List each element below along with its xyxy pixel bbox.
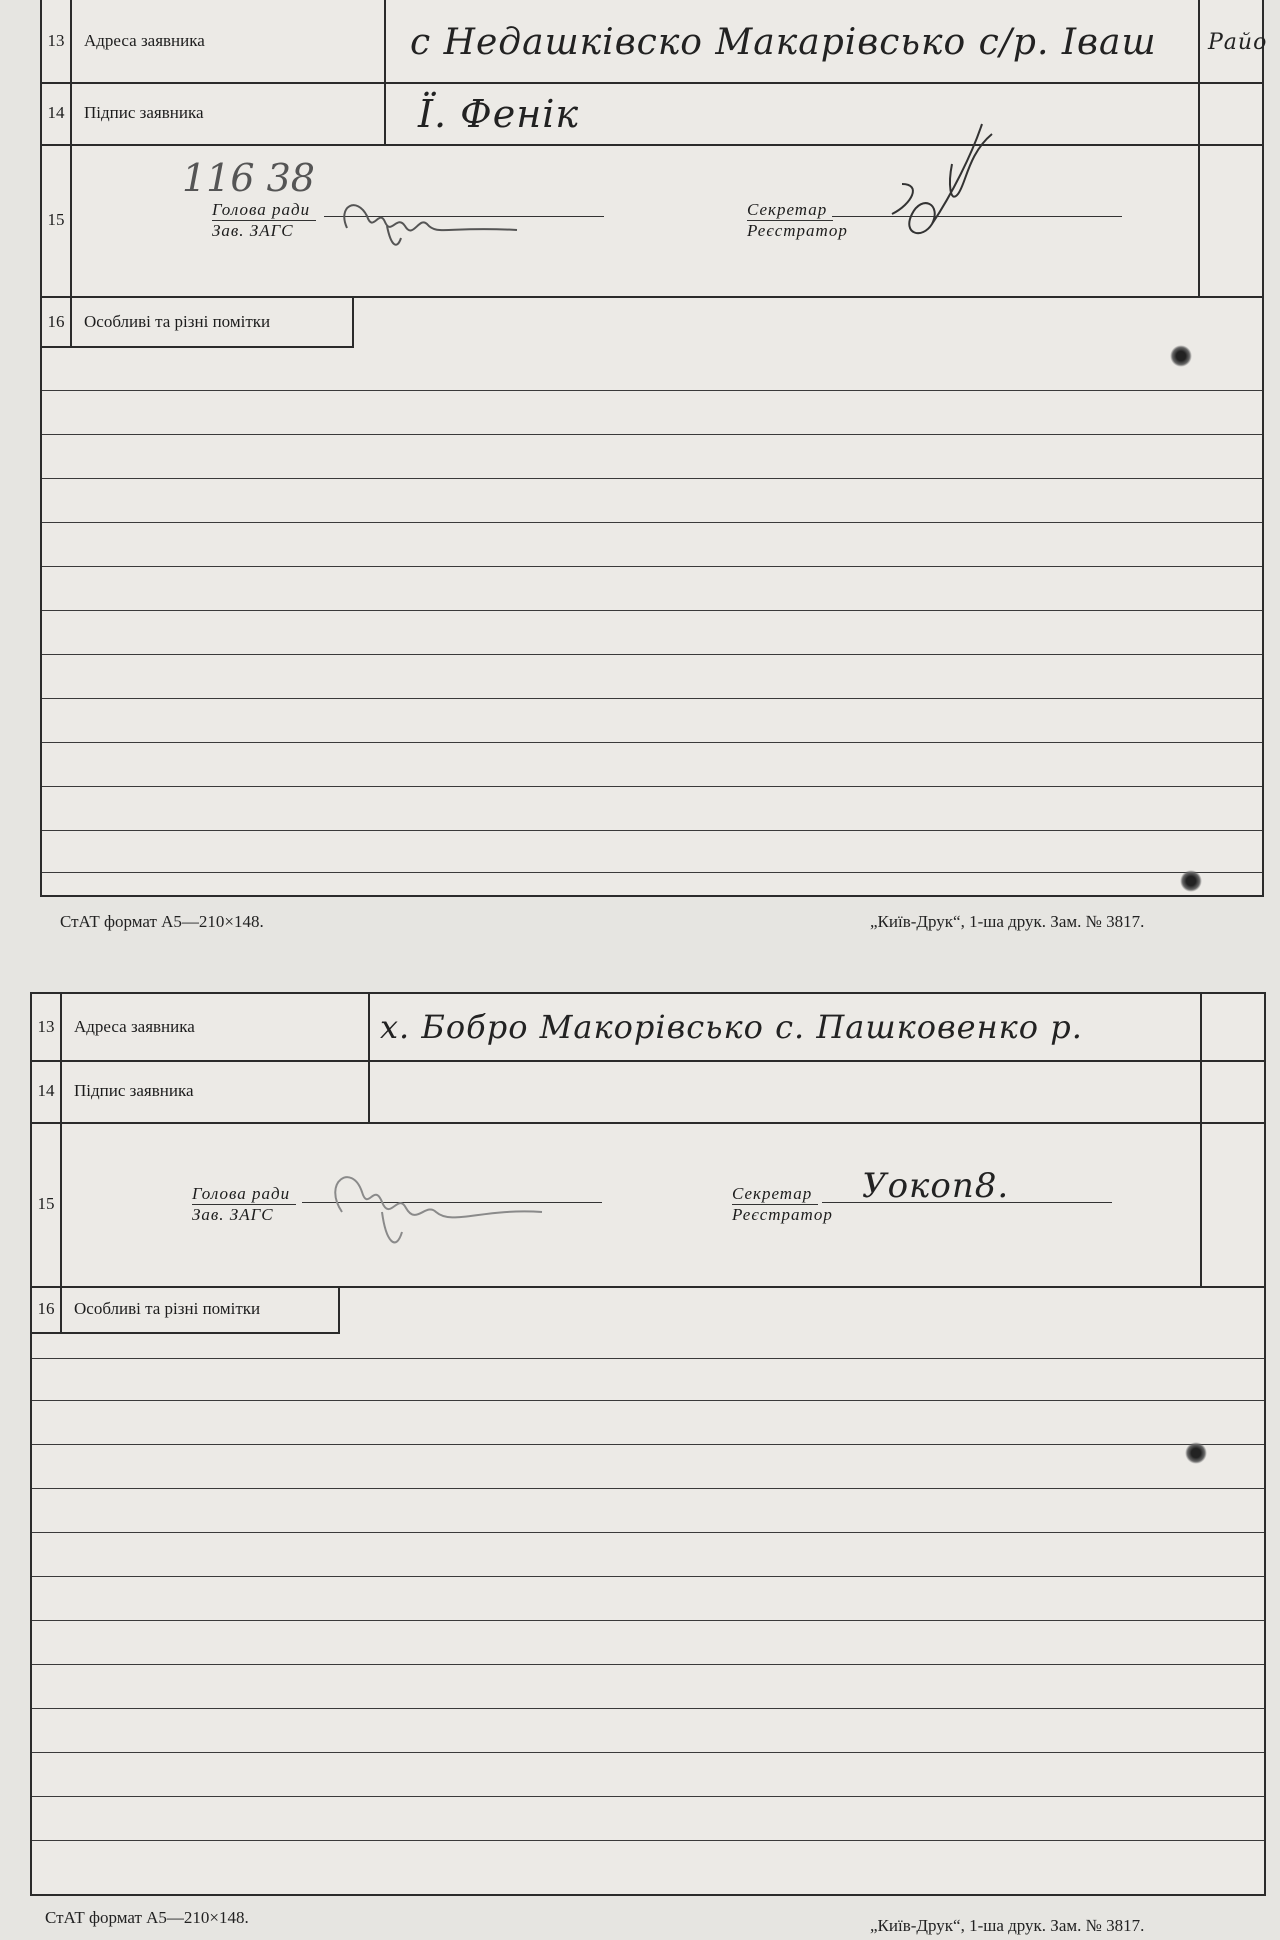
- margin-column: [1198, 82, 1262, 144]
- ruled-line: [32, 1796, 1264, 1797]
- registrar-label: Реєстратор: [732, 1205, 833, 1224]
- notes-header: [32, 1286, 340, 1334]
- margin-column: [1200, 1060, 1264, 1122]
- notes-header: [42, 298, 354, 348]
- address-label: Адреса заявника: [60, 994, 370, 1060]
- ruled-line: [32, 1532, 1264, 1533]
- ruled-line: [42, 786, 1262, 787]
- ruled-line: [42, 654, 1262, 655]
- notes-label: Особливі та різні помітки: [84, 312, 271, 331]
- ruled-line: [32, 1400, 1264, 1401]
- secretary-label: Секретар: [732, 1184, 818, 1205]
- row-number: 15: [42, 144, 72, 296]
- registry-note: 116 38: [182, 156, 315, 200]
- applicant-signature-row: [42, 82, 1262, 146]
- zags-head-label: Зав. ЗАГС: [212, 221, 294, 240]
- address-row: [32, 994, 1264, 1062]
- signature-label: Підпис заявника: [60, 1060, 370, 1122]
- ruled-line: [32, 1840, 1264, 1841]
- registrar-label: Реєстратор: [747, 221, 848, 240]
- secretary-label: Секретар: [747, 200, 833, 221]
- chair-head-labels: [212, 200, 316, 241]
- ruled-line: [42, 830, 1262, 831]
- ruled-line: [42, 742, 1262, 743]
- applicant-signature-handwritten: Ї. Фенік: [418, 92, 580, 136]
- margin-column: [1198, 144, 1262, 296]
- notes-label: Особливі та різні помітки: [74, 1299, 261, 1318]
- form-sheet-1: [0, 0, 1280, 960]
- ruled-line: [32, 1488, 1264, 1489]
- chair-label: Голова ради: [212, 200, 316, 221]
- ruled-line: [42, 390, 1262, 391]
- secretary-registrar-labels: [747, 200, 848, 241]
- ruled-line: [42, 610, 1262, 611]
- margin-column: [1200, 1122, 1264, 1286]
- address-value-cell: [370, 994, 1200, 1060]
- chair-head-labels: [192, 1184, 296, 1225]
- ruled-line: [32, 1752, 1264, 1753]
- secretary-signature-handwritten: Уокоп8.: [862, 1166, 1010, 1206]
- ruled-line: [42, 478, 1262, 479]
- officials-row: [32, 1122, 1264, 1288]
- ruled-line: [32, 1576, 1264, 1577]
- punch-hole: [1170, 345, 1192, 367]
- ruled-line: [42, 698, 1262, 699]
- margin-column: [1198, 0, 1268, 82]
- punch-hole: [1180, 870, 1202, 892]
- ruled-line: [42, 566, 1262, 567]
- printer-footer: „Київ-Друк“, 1-ша друк. Зам. № 3817.: [870, 912, 1145, 931]
- secretary-registrar-labels: [732, 1184, 833, 1225]
- form-frame: [40, 0, 1268, 897]
- ruled-line: [42, 434, 1262, 435]
- chair-signature: [327, 186, 527, 256]
- address-value-cell: [386, 0, 1198, 82]
- address-label: Адреса заявника: [70, 0, 386, 82]
- ruled-line: [32, 1664, 1264, 1665]
- applicant-signature-row: [32, 1060, 1264, 1124]
- row-number: 14: [42, 82, 72, 144]
- signature-label: Підпис заявника: [70, 82, 386, 144]
- form-frame: [30, 992, 1266, 1896]
- secretary-signature: [872, 114, 1022, 254]
- chair-signature: [312, 1152, 552, 1262]
- punch-hole: [1185, 1442, 1207, 1464]
- form-code-footer: СтАТ формат А5—210×148.: [45, 1908, 249, 1927]
- row-number: 13: [32, 994, 62, 1060]
- form-sheet-2: [0, 992, 1280, 1940]
- signature-value-cell: [386, 82, 1198, 144]
- chair-label: Голова ради: [192, 1184, 296, 1205]
- form-code-footer: СтАТ формат А5—210×148.: [60, 912, 264, 931]
- row-number: 13: [42, 0, 72, 82]
- row-number: 15: [32, 1122, 62, 1286]
- ruled-line: [32, 1708, 1264, 1709]
- ruled-line: [32, 1620, 1264, 1621]
- row-number: 14: [32, 1060, 62, 1122]
- officials-cell: [72, 144, 1198, 296]
- zags-head-label: Зав. ЗАГС: [192, 1205, 274, 1224]
- printer-footer: „Київ-Друк“, 1-ша друк. Зам. № 3817.: [870, 1916, 1145, 1935]
- ruled-line: [42, 522, 1262, 523]
- ruled-line: [42, 872, 1262, 873]
- address-edge-note: Райо: [1208, 30, 1268, 55]
- officials-cell: [62, 1122, 1200, 1286]
- officials-row: [42, 144, 1262, 298]
- row-number: 16: [42, 298, 72, 346]
- margin-column: [1200, 994, 1264, 1060]
- address-handwritten: х. Бобро Макорівсько с. Пашковенко р.: [380, 1008, 1083, 1046]
- ruled-line: [32, 1358, 1264, 1359]
- row-number: 16: [32, 1286, 62, 1332]
- address-handwritten: с Недашківско Макарівсько с/р. Іваш: [410, 22, 1157, 63]
- ruled-line: [32, 1444, 1264, 1445]
- signature-value-cell: [370, 1060, 1200, 1122]
- address-row: [42, 0, 1268, 84]
